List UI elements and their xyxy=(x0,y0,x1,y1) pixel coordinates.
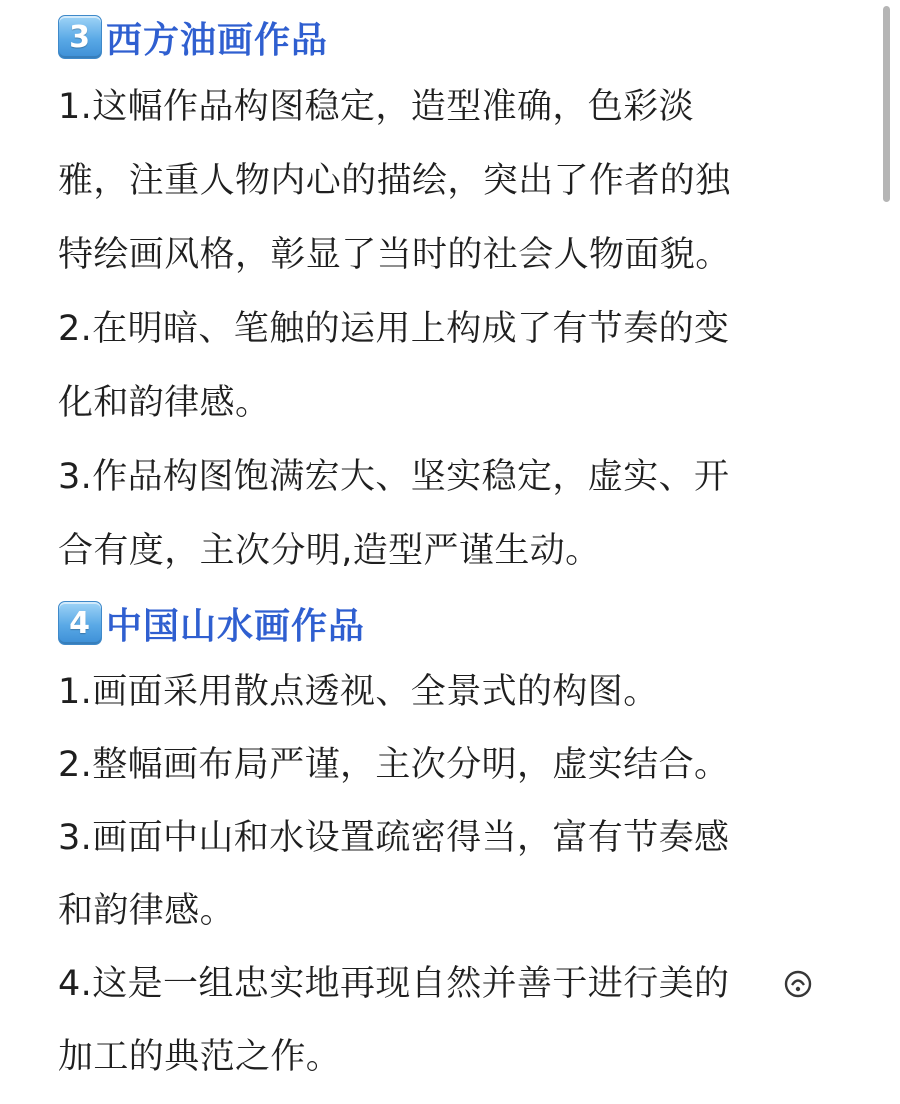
section-3-heading xyxy=(58,4,848,70)
section-3-title: 西方油画作品 xyxy=(106,19,329,61)
section-4-heading xyxy=(58,590,848,656)
keycap-3-icon: 3 xyxy=(58,15,102,59)
text-line: 3.画面中山和水设置疏密得当，富有节奏感 xyxy=(58,818,730,858)
text-line: 和韵律感。 xyxy=(58,891,236,931)
text-line: 化和韵律感。 xyxy=(58,383,271,423)
article-content xyxy=(58,0,848,1094)
text-line: 1.画面采用散点透视、全景式的构图。 xyxy=(58,672,659,712)
scrollbar-thumb[interactable] xyxy=(883,6,890,202)
text-line: 加工的典范之作。 xyxy=(58,1037,342,1077)
text-line: 2.整幅画布局严谨，主次分明，虚实结合。 xyxy=(58,745,730,785)
section-4-title: 中国山水画作品 xyxy=(106,605,366,647)
text-line: 3.作品构图饱满宏大、坚实稳定，虚实、开 xyxy=(58,457,730,497)
text-line: 合有度，主次分明,造型严谨生动。 xyxy=(58,531,601,571)
text-line: 2.在明暗、笔触的运用上构成了有节奏的变 xyxy=(58,309,730,349)
watermark-icon xyxy=(784,970,812,998)
scrollbar[interactable] xyxy=(876,0,900,1104)
text-line: 1.这幅作品构图稳定，造型准确，色彩淡 xyxy=(58,87,694,127)
keycap-4-icon: 4 xyxy=(58,601,102,645)
text-line: 特绘画风格，彰显了当时的社会人物面貌。 xyxy=(58,235,731,275)
text-line: 4.这是一组忠实地再现自然并善于进行美的 xyxy=(58,964,730,1004)
text-line: 雅，注重人物内心的描绘，突出了作者的独 xyxy=(58,161,731,201)
